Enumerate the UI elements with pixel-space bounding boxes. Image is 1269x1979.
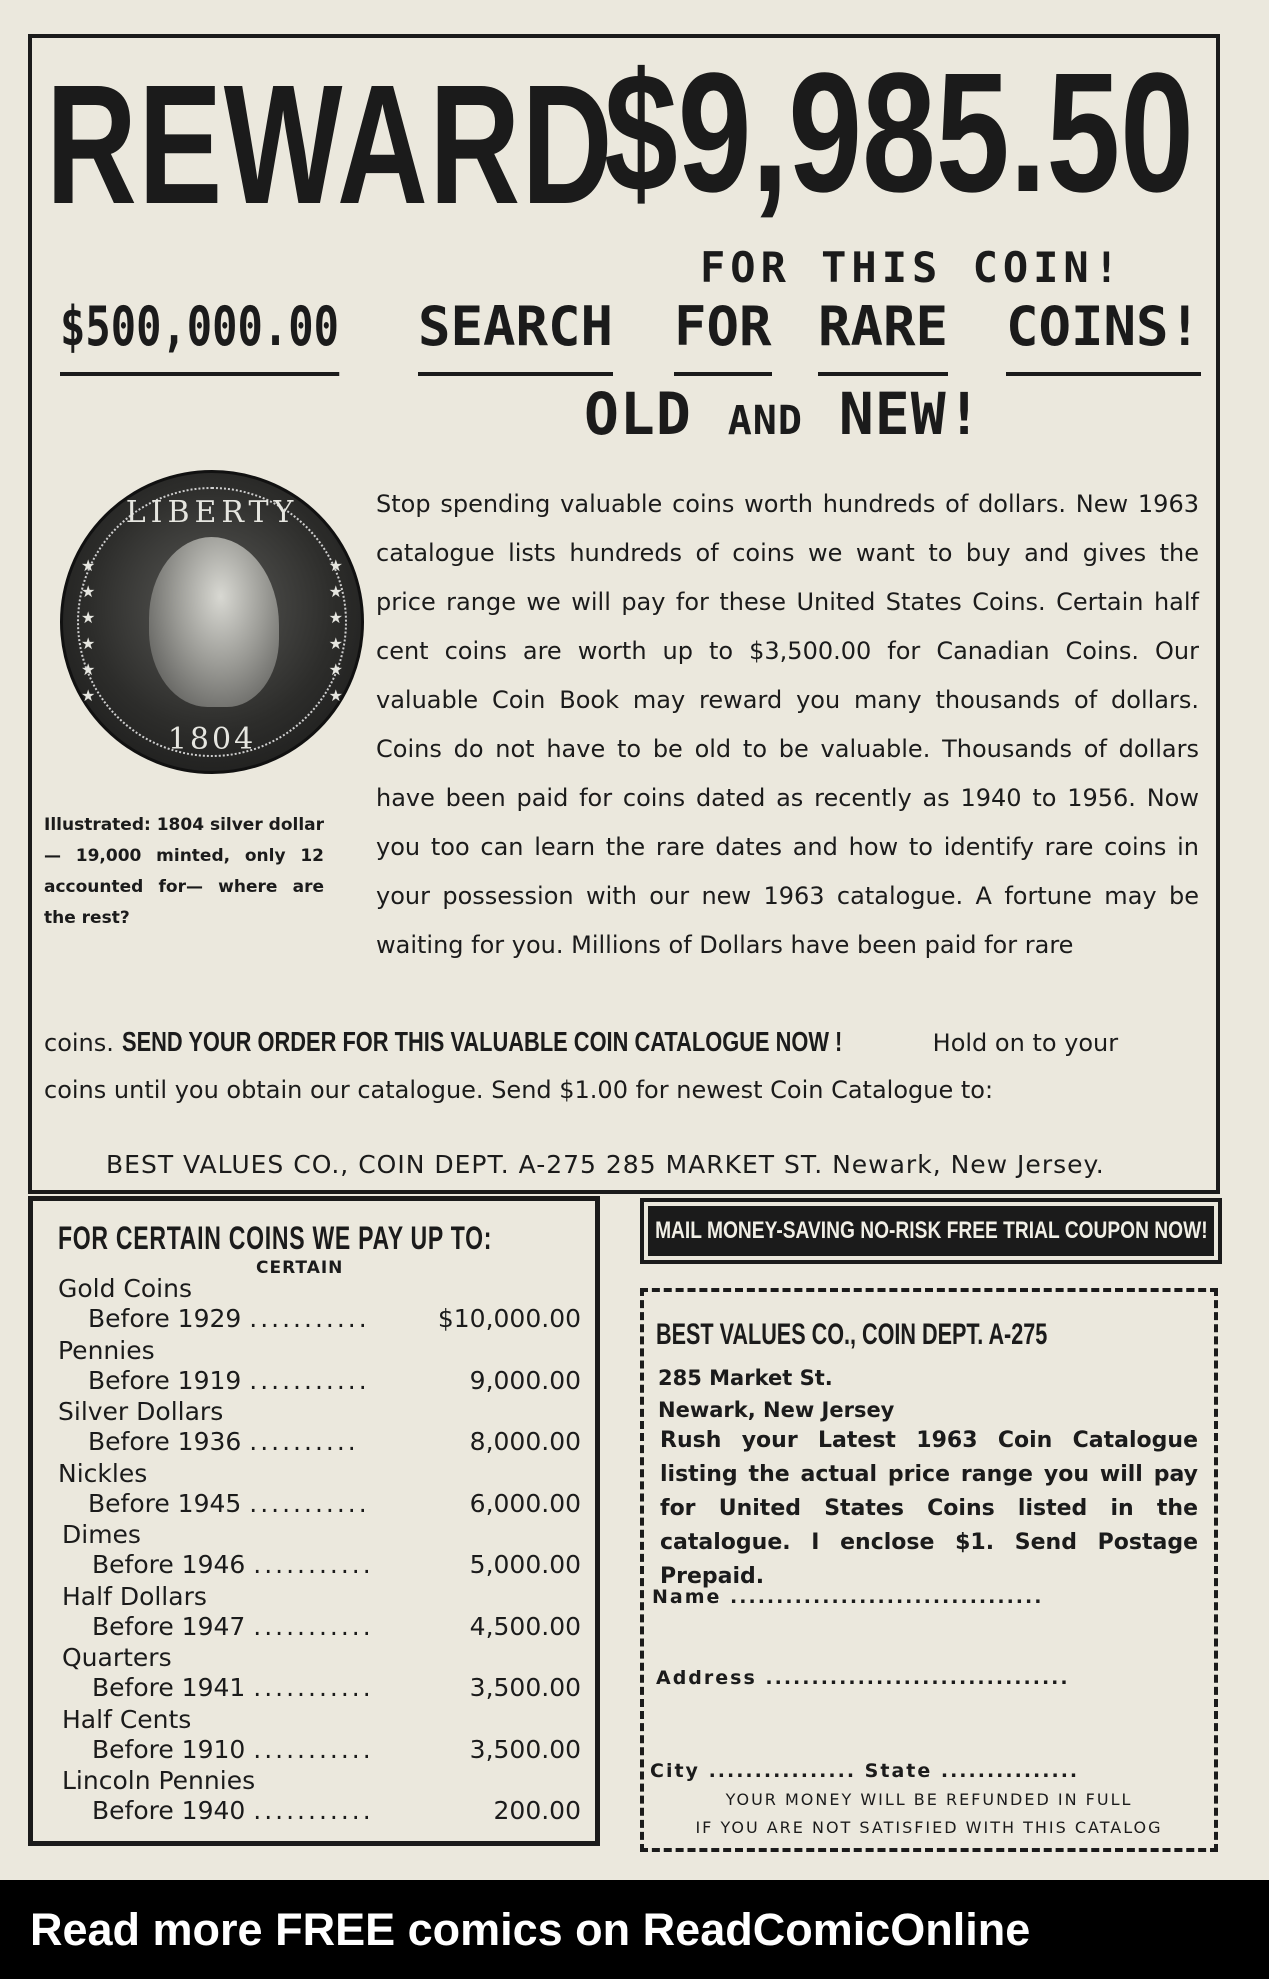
body-line2-start: coins. bbox=[44, 1029, 114, 1057]
price-before-label: Before 1910 bbox=[92, 1734, 246, 1764]
headline-rare-word: RARE bbox=[818, 295, 948, 376]
headline-reward: REWARD bbox=[46, 50, 614, 240]
body-paragraph: Stop spending valuable coins worth hundreds of dollars. New 1963 catalogue lists hundreds of coins we want to buy and gives the price range we will pay for these United States Coins. Certain half cent coins are worth up to $3,500.00 for Canadian Coins. Our valuable Coin Book may reward you many thousands of dollars. Coins do not have to be old to be valuable. Thousands of dollars have been paid for coins dated as recently as 1940 to 1956. Now you too can learn the rare dates and how to identify rare coins in your possession with our new 1963 catalogue. A fortune may be waiting for you. Millions of Dollars have been paid for rare bbox=[376, 490, 1199, 959]
price-list-title: FOR CERTAIN COINS WE PAY UP TO: bbox=[58, 1220, 493, 1256]
headline-and: AND bbox=[727, 398, 803, 444]
price-coin-type: Pennies bbox=[58, 1335, 155, 1365]
price-leader-dots: ........... bbox=[253, 1734, 374, 1764]
price-value: 3,500.00 bbox=[469, 1734, 581, 1764]
price-coin-type: Nickles bbox=[58, 1458, 148, 1488]
headline-search-word: SEARCH bbox=[418, 295, 613, 376]
coin-year: 1804 bbox=[167, 722, 257, 757]
coupon-banner-text: MAIL MONEY-SAVING NO-RISK FREE TRIAL COUPON NOW! bbox=[654, 1217, 1208, 1244]
headline-coins-word: COINS! bbox=[1006, 295, 1201, 376]
coin-stars-right-icon: ★ ★ ★ ★ ★ ★ bbox=[328, 556, 343, 705]
body-line2-end: Hold on to your bbox=[932, 1029, 1119, 1057]
headline-old-and-new bbox=[584, 380, 983, 448]
send-order-callout: SEND YOUR ORDER FOR THIS VALUABLE COIN CATALOGUE NOW ! bbox=[121, 1026, 842, 1057]
price-value: $10,000.00 bbox=[437, 1304, 581, 1333]
price-before-label: Before 1941 bbox=[92, 1673, 246, 1702]
price-before-date bbox=[88, 1427, 359, 1456]
price-coin-type: Quarters bbox=[62, 1643, 172, 1672]
price-before-date bbox=[92, 1673, 374, 1702]
refund-line-2: IF YOU ARE NOT SATISFIED WITH THIS CATALOG bbox=[695, 1818, 1163, 1837]
price-leader-dots: ........... bbox=[253, 1796, 374, 1825]
price-coin-type: Half Cents bbox=[62, 1704, 192, 1734]
price-before-date bbox=[92, 1550, 374, 1579]
city-dots: ................ bbox=[708, 1760, 857, 1782]
price-leader-dots: ........... bbox=[253, 1673, 374, 1702]
price-leader-dots: ........... bbox=[249, 1304, 370, 1333]
headline-new: NEW! bbox=[838, 380, 983, 448]
price-leader-dots: ........... bbox=[253, 1550, 374, 1579]
coupon-company: BEST VALUES CO., COIN DEPT. A-275 bbox=[656, 1318, 1048, 1351]
coupon-city-line: Newark, New Jersey bbox=[658, 1398, 895, 1422]
price-leader-dots: ........... bbox=[249, 1365, 370, 1395]
state-label: State bbox=[864, 1760, 933, 1782]
price-coin-type: Half Dollars bbox=[62, 1581, 207, 1611]
price-before-label: Before 1940 bbox=[92, 1796, 246, 1825]
address-field[interactable] bbox=[656, 1667, 1070, 1689]
footer-banner[interactable] bbox=[0, 1880, 1269, 1979]
headline-amount: $9,985.50 bbox=[604, 38, 1194, 228]
price-coin-type: Dimes bbox=[62, 1520, 141, 1549]
headline-search-amount: $500,000.00 bbox=[60, 295, 339, 376]
price-coin-type: Lincoln Pennies bbox=[62, 1766, 256, 1795]
address-label: Address bbox=[656, 1667, 757, 1689]
city-state-field[interactable] bbox=[650, 1760, 1079, 1782]
state-dots: ............... bbox=[940, 1760, 1080, 1782]
price-value: 5,000.00 bbox=[469, 1550, 581, 1579]
price-leader-dots: ........... bbox=[249, 1488, 370, 1518]
body-catalogue-line: coins until you obtain our catalogue. Send $1.00 for newest Coin Catalogue to: bbox=[44, 1076, 994, 1104]
price-value: 8,000.00 bbox=[469, 1427, 581, 1456]
price-before-date bbox=[88, 1304, 370, 1333]
city-label: City bbox=[650, 1760, 700, 1782]
price-value: 9,000.00 bbox=[469, 1365, 581, 1395]
price-before-label: Before 1936 bbox=[88, 1427, 242, 1456]
price-before-date bbox=[92, 1612, 374, 1641]
price-coin-type: Silver Dollars bbox=[58, 1397, 224, 1426]
name-label: Name bbox=[652, 1586, 722, 1608]
refund-line-1: YOUR MONEY WILL BE REFUNDED IN FULL bbox=[725, 1790, 1133, 1809]
coin-stars-left-icon: ★ ★ ★ ★ ★ ★ bbox=[81, 556, 96, 705]
headline-for-word: FOR bbox=[674, 295, 772, 376]
price-before-label: Before 1945 bbox=[88, 1488, 242, 1518]
price-value: 6,000.00 bbox=[469, 1488, 581, 1518]
headline-for-this-coin: FOR THIS COIN! bbox=[700, 243, 1125, 292]
price-value: 4,500.00 bbox=[469, 1611, 581, 1641]
coin-legend: LIBERTY bbox=[125, 495, 299, 530]
price-before-label: Before 1919 bbox=[88, 1365, 242, 1395]
silver-dollar-coin-image bbox=[60, 470, 364, 774]
price-before-date bbox=[92, 1796, 374, 1825]
coupon-banner bbox=[640, 1198, 1222, 1264]
price-list-certain: CERTAIN bbox=[256, 1258, 344, 1278]
coupon-body: Rush your Latest 1963 Coin Catalogue listing the actual price range you will pay for United States Coins listed in the catalogue. I enclose $1. Send Postage Prepaid. bbox=[660, 1428, 1198, 1589]
price-before-date bbox=[88, 1366, 370, 1395]
price-before-label: Before 1929 bbox=[88, 1304, 242, 1333]
address-dots: ................................. bbox=[765, 1667, 1070, 1689]
price-value: 200.00 bbox=[493, 1796, 581, 1825]
coin-caption: Illustrated: 1804 silver dollar — 19,000 minted, only 12 accounted for— where are the rest? bbox=[44, 815, 325, 928]
coupon-street: 285 Market St. bbox=[658, 1366, 833, 1390]
headline-old: OLD bbox=[584, 380, 692, 448]
price-before-label: Before 1946 bbox=[92, 1550, 246, 1579]
price-leader-dots: .......... bbox=[249, 1427, 359, 1456]
body-order-line bbox=[44, 1017, 1199, 1068]
price-before-label: Before 1947 bbox=[92, 1611, 246, 1641]
mailing-address: BEST VALUES CO., COIN DEPT. A-275 285 MARKET ST. Newark, New Jersey. bbox=[106, 1150, 1105, 1179]
price-value: 3,500.00 bbox=[469, 1673, 581, 1702]
name-dots: .................................. bbox=[730, 1586, 1044, 1608]
price-coin-type: Gold Coins bbox=[58, 1274, 192, 1303]
name-field[interactable] bbox=[652, 1586, 1043, 1608]
price-before-date bbox=[88, 1489, 370, 1518]
price-before-date bbox=[92, 1735, 374, 1764]
liberty-bust-icon bbox=[149, 537, 279, 707]
footer-text: Read more FREE comics on ReadComicOnline bbox=[30, 1903, 1031, 1955]
price-leader-dots: ........... bbox=[253, 1611, 374, 1641]
